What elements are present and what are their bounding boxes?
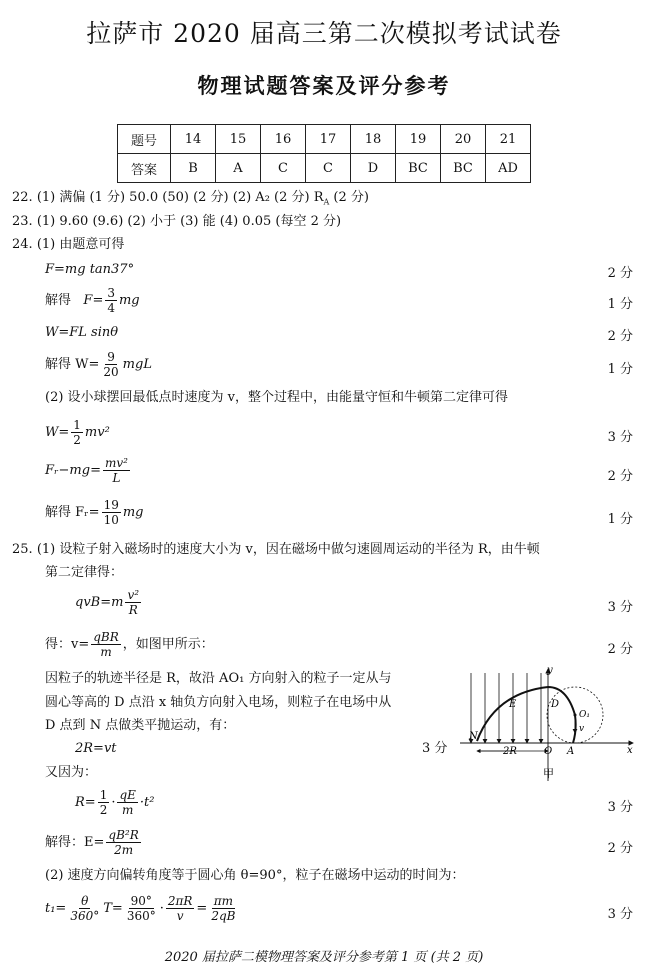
score: 3 分	[607, 600, 633, 615]
table-cell: BC	[441, 154, 486, 183]
q24-eq2	[45, 286, 140, 315]
table-cell: 答案	[118, 154, 171, 183]
score: 3 分	[422, 741, 448, 756]
frac-den: m	[122, 803, 134, 817]
table-cell: C	[261, 154, 306, 183]
q22-text: (1) 满偏 (1 分) 50.0 (50) (2 分) (2) A₂ (2 分) R	[36, 190, 324, 205]
label-A: A	[567, 746, 575, 757]
fraction	[98, 788, 110, 817]
eq-tail: ·t²	[139, 795, 155, 810]
score: 2 分	[607, 469, 633, 484]
score: 2 分	[607, 841, 633, 856]
eq-lhs: qvB=m	[75, 595, 124, 610]
q25-eq6	[45, 894, 239, 923]
q25-also: 又因为：	[45, 765, 98, 780]
frac-num: qE	[119, 788, 136, 802]
q24-line	[12, 237, 124, 253]
q25-line2: 第二定律得：	[45, 565, 124, 580]
fraction	[125, 894, 158, 923]
label-E: E	[509, 699, 517, 710]
table-cell: BC	[396, 154, 441, 183]
q22-tail: (2 分)	[329, 190, 369, 205]
fraction	[209, 894, 237, 923]
q24-eq6	[45, 456, 132, 485]
label-D: D	[551, 699, 560, 710]
frac-num: 19	[103, 498, 119, 512]
frac-num: πm	[213, 894, 234, 908]
frac-den: 4	[107, 301, 115, 315]
q22-line	[12, 190, 369, 211]
q-number: 23.	[12, 214, 33, 229]
fraction	[106, 828, 140, 857]
q25-eq2	[45, 630, 214, 659]
frac-den: 2	[73, 433, 81, 447]
table-cell: 16	[261, 125, 306, 154]
frac-num: mv²	[104, 456, 128, 470]
table-row	[118, 125, 531, 154]
q-number: 24.	[12, 237, 33, 252]
q24-intro: (1) 由题意可得	[36, 237, 125, 252]
label-O1: O₁	[579, 710, 590, 720]
label-y: y	[547, 665, 553, 676]
center-dot	[574, 714, 577, 717]
eq-tail: ，如图甲所示：	[122, 637, 214, 652]
eq-lhs: t₁=	[45, 901, 67, 916]
table-cell: 18	[351, 125, 396, 154]
score: 1 分	[607, 512, 633, 527]
score: 3 分	[607, 430, 633, 445]
fraction	[68, 894, 101, 923]
table-cell: 19	[396, 125, 441, 154]
fraction	[125, 588, 141, 617]
eq-mid: ·	[111, 795, 116, 810]
q25-p2: (2) 速度方向偏转角度等于圆心角 θ=90°，粒子在磁场中运动的时间为：	[45, 868, 465, 883]
q24-eq5	[45, 418, 110, 447]
table-cell: 20	[441, 125, 486, 154]
eq-rhs: mv²	[84, 425, 110, 440]
frac-den: m	[100, 645, 112, 659]
q25-eq1	[75, 588, 143, 617]
page-footer: 2020 届拉萨二模物理答案及评分参考第 1 页 (共 2 页)	[164, 950, 484, 965]
eq-lhs: Fᵣ−mg=	[45, 463, 101, 478]
table-cell: 15	[216, 125, 261, 154]
frac-den: 360°	[126, 909, 156, 923]
score: 1 分	[607, 362, 633, 377]
eq-lhs: F=	[83, 293, 104, 308]
q25-line1	[12, 542, 540, 558]
q22-sub: A	[323, 197, 330, 207]
frac-num: qB²R	[108, 828, 139, 842]
frac-num: 9	[107, 350, 115, 364]
table-cell: 14	[171, 125, 216, 154]
frac-den: 2m	[114, 843, 134, 857]
q25-eq3: 2R=vt	[75, 741, 117, 756]
q24-part2: (2) 设小球摆回最低点时速度为 v，整个过程中，由能量守恒和牛顿第二定律可得	[45, 390, 509, 405]
eq-lhs: 得：v=	[45, 637, 90, 652]
eq-mid: =	[196, 901, 208, 916]
frac-den: 2qB	[211, 909, 236, 923]
frac-den: 20	[103, 365, 119, 379]
q25-para-l1: 因粒子的轨迹半径是 R，故沿 AO₁ 方向射入的粒子一定从与	[45, 671, 392, 686]
frac-num: 3	[107, 286, 115, 300]
eq-mid: T=	[103, 901, 123, 916]
q24-eq7	[45, 498, 144, 527]
eq-rhs: mgL	[122, 357, 152, 372]
eq-lhs: 解得 Fᵣ=	[45, 505, 100, 520]
table-cell: 题号	[118, 125, 171, 154]
frac-den: 2	[99, 803, 108, 817]
label-v: v	[579, 724, 585, 734]
table-cell: C	[306, 154, 351, 183]
frac-den: v	[176, 909, 184, 923]
q25-eq5	[45, 828, 143, 857]
frac-num: θ	[81, 894, 89, 908]
fraction	[91, 630, 121, 659]
frac-den: R	[128, 603, 138, 617]
frac-num: 1	[73, 418, 81, 432]
frac-den: 360°	[70, 909, 100, 923]
eq-rhs: mg	[122, 505, 144, 520]
q25-para-l3: D 点到 N 点做类平抛运动，有：	[45, 718, 236, 733]
table-cell: AD	[486, 154, 531, 183]
q25-eq4	[75, 788, 155, 817]
table-cell: B	[171, 154, 216, 183]
frac-den: 10	[103, 513, 119, 527]
trajectory	[477, 687, 576, 743]
score: 2 分	[607, 266, 633, 281]
q24-eq1: F=mg tan37°	[45, 262, 135, 277]
fraction	[101, 350, 120, 379]
page-subtitle: 物理试题答案及评分参考	[197, 74, 451, 98]
q25-p1: (1) 设粒子射入磁场时的速度大小为 v，因在磁场中做匀速圆周运动的半径为 R，由牛顿	[36, 542, 540, 557]
frac-num: qBR	[93, 630, 119, 644]
figure-caption: 甲	[543, 767, 554, 780]
eq-lhs: 解得：E=	[45, 835, 105, 850]
fraction	[117, 788, 137, 817]
q23-text: (1) 9.60 (9.6) (2) 小于 (3) 能 (4) 0.05 (每空 2 分)	[36, 214, 342, 229]
q23-line	[12, 214, 341, 230]
fraction	[166, 894, 195, 923]
frac-num: 1	[99, 788, 108, 802]
table-cell: 21	[486, 125, 531, 154]
score: 1 分	[607, 297, 633, 312]
frac-num: 90°	[130, 894, 152, 908]
q-number: 22.	[12, 190, 33, 205]
eq-lhs: 解得 W=	[45, 357, 100, 372]
figure-jia	[455, 665, 640, 785]
page-title: 拉萨市 2020 届高三第二次模拟考试试卷	[86, 19, 562, 48]
solve-label: 解得	[45, 293, 72, 308]
table-cell: 17	[306, 125, 351, 154]
frac-num: v²	[127, 588, 140, 602]
eq-rhs: mg	[118, 293, 140, 308]
score: 3 分	[607, 800, 633, 815]
label-2R: 2R	[503, 746, 517, 757]
score: 3 分	[607, 907, 633, 922]
fraction	[71, 418, 83, 447]
table-row	[118, 154, 531, 183]
answer-table	[117, 124, 531, 183]
fraction	[103, 456, 130, 485]
table-cell: D	[351, 154, 396, 183]
fraction	[105, 286, 117, 315]
eq-mid: ·	[159, 901, 164, 916]
score: 2 分	[607, 642, 633, 657]
frac-num: 2πR	[167, 894, 193, 908]
fraction	[102, 498, 121, 527]
frac-den: L	[112, 471, 121, 485]
label-O: O	[544, 746, 553, 757]
eq-lhs: R=	[75, 795, 96, 810]
table-cell: A	[216, 154, 261, 183]
eq-lhs: W=	[45, 425, 70, 440]
q25-para-l2: 圆心等高的 D 点沿 x 轴负方向射入电场，则粒子在电场中从	[45, 695, 392, 710]
q-number: 25.	[12, 542, 33, 557]
label-N: N	[469, 731, 478, 742]
score: 2 分	[607, 329, 633, 344]
q24-eq4	[45, 350, 152, 379]
label-x: x	[627, 745, 633, 756]
q24-eq3: W=FL sinθ	[45, 325, 119, 340]
